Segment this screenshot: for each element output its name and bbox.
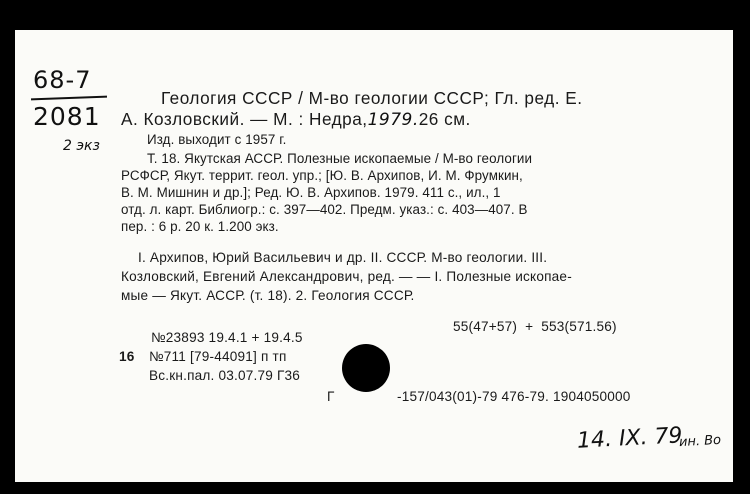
order-number: 16 <box>119 349 135 364</box>
order-line1: №23893 19.4.1 + 19.4.5 <box>151 330 303 345</box>
copies-note: 2 экз <box>63 138 100 154</box>
volume-line4: отд. л. карт. Библиогр.: с. 397—402. Предм. указ.: с. 403—407. В <box>121 202 528 217</box>
udc-classification: 55(47+57) + 553(571.56) <box>453 319 617 334</box>
title-line2 <box>121 109 471 130</box>
handwritten-initials: ин. Во <box>678 432 722 451</box>
punch-hole <box>342 344 390 392</box>
order-line2: №711 [79-44091] п тп <box>149 349 287 364</box>
code-line: -157/043(01)-79 476-79. 1904050000 <box>397 389 631 404</box>
tracing-line1: I. Архипов, Юрий Васильевич и др. II. СССР. М-во геологии. III. <box>138 250 548 265</box>
order-line3: Вс.кн.пал. 03.07.79 Г36 <box>149 368 301 383</box>
shelfmark-divider <box>31 96 107 101</box>
volume-line5: пер. : 6 р. 20 к. 1.200 экз. <box>121 219 279 234</box>
tracing-line2: Козловский, Евгений Александрович, ред. — — I. Полезные ископае- <box>121 269 572 284</box>
volume-line1: Т. 18. Якутская АССР. Полезные ископаемые / М-во геологии <box>147 151 533 166</box>
publication-note: Изд. выходит с 1957 г. <box>147 132 287 147</box>
code-prefix: Г <box>327 389 335 404</box>
volume-line3: В. М. Мишнин и др.]; Ред. Ю. В. Архипов. 1979. 411 с., ил., 1 <box>121 185 501 200</box>
handwritten-date: 14. IX. 79 <box>576 423 684 454</box>
handwritten-year: 1979. <box>367 110 419 130</box>
title-line1: Геология СССР / М-во геологии СССР; Гл. ред. Е. <box>161 88 583 108</box>
title-line2-start: А. Козловский. — М. : Недра, <box>121 109 368 129</box>
volume-line2: РСФСР, Якут. террит. геол. упр.; [Ю. В. Архипов, И. М. Фрумкин, <box>121 168 523 183</box>
title-line2-end: 26 см. <box>418 109 471 129</box>
catalog-card <box>15 30 733 482</box>
tracing-line3: мые — Якут. АССР. (т. 18). 2. Геология СССР. <box>121 288 415 303</box>
shelfmark-line2: 2081 <box>33 102 101 131</box>
shelfmark-line1: 68-7 <box>33 66 92 94</box>
